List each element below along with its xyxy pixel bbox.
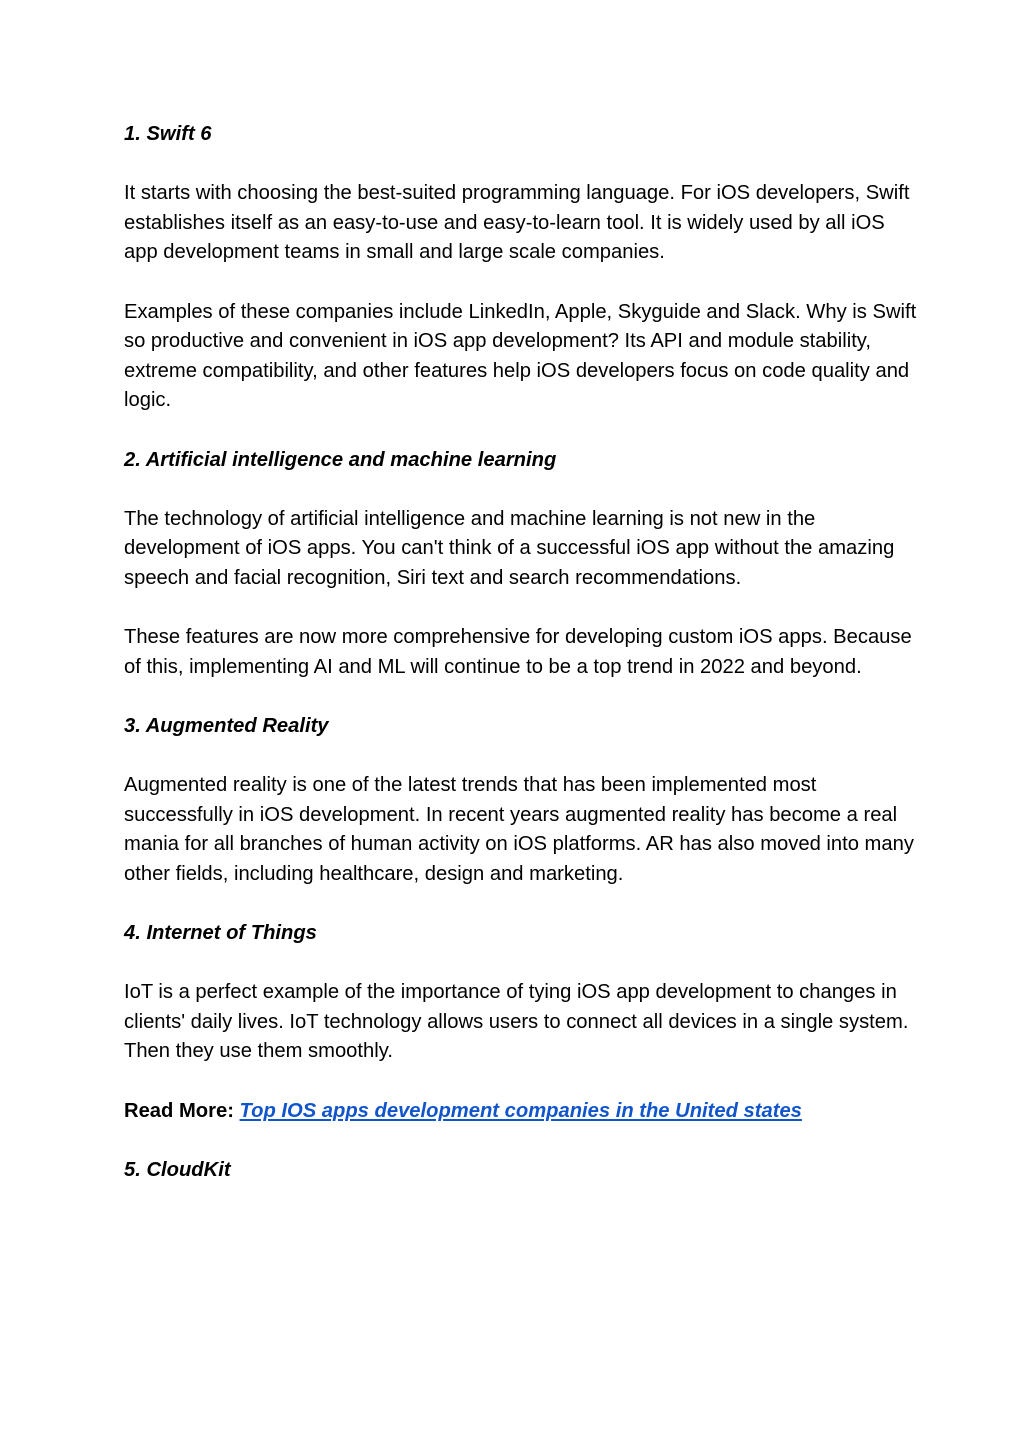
document-page <box>124 120 924 1185</box>
section-heading-cloudkit: 5. CloudKit <box>124 1158 231 1181</box>
read-more-label: Read More: <box>124 1099 234 1122</box>
read-more-line <box>124 1097 924 1127</box>
paragraph-swift-intro: It starts with choosing the best-suited programming language. For iOS developers, Swift establishes itself as an easy-to-use and easy-to-learn tool. It is widely used by all iOS app development teams in small and large scale companies. <box>124 182 910 264</box>
paragraph-ai-ml-trend: These features are now more comprehensive for developing custom iOS apps. Because of this, implementing AI and ML will continue to be a top trend in 2022 and beyond. <box>124 626 912 678</box>
section-heading-ai-ml: 2. Artificial intelligence and machine learning <box>124 448 557 471</box>
section-heading-iot: 4. Internet of Things <box>124 922 317 945</box>
paragraph-iot: IoT is a perfect example of the importance of tying iOS app development to changes in clients' daily lives. IoT technology allows users to connect all devices in a single system. Then they use them smoothly. <box>124 981 909 1063</box>
read-more-link[interactable]: Top IOS apps development companies in the United states <box>239 1099 802 1122</box>
section-heading-ar: 3. Augmented Reality <box>124 714 329 737</box>
paragraph-swift-examples: Examples of these companies include LinkedIn, Apple, Skyguide and Slack. Why is Swift so productive and convenient in iOS app development? Its API and module stability, extreme compatibility, and other features help iOS developers focus on code quality and logic. <box>124 300 917 412</box>
paragraph-ar: Augmented reality is one of the latest trends that has been implemented most successfully in iOS development. In recent years augmented reality has become a real mania for all branches of human activity on iOS platforms. AR has also moved into many other fields, including healthcare, design and marketing. <box>124 774 914 885</box>
section-heading-swift: 1. Swift 6 <box>124 123 212 145</box>
paragraph-ai-ml-intro: The technology of artificial intelligence and machine learning is not new in the development of iOS apps. You can't think of a successful iOS app without the amazing speech and facial recognition, Siri text and search recommendations. <box>124 507 895 589</box>
